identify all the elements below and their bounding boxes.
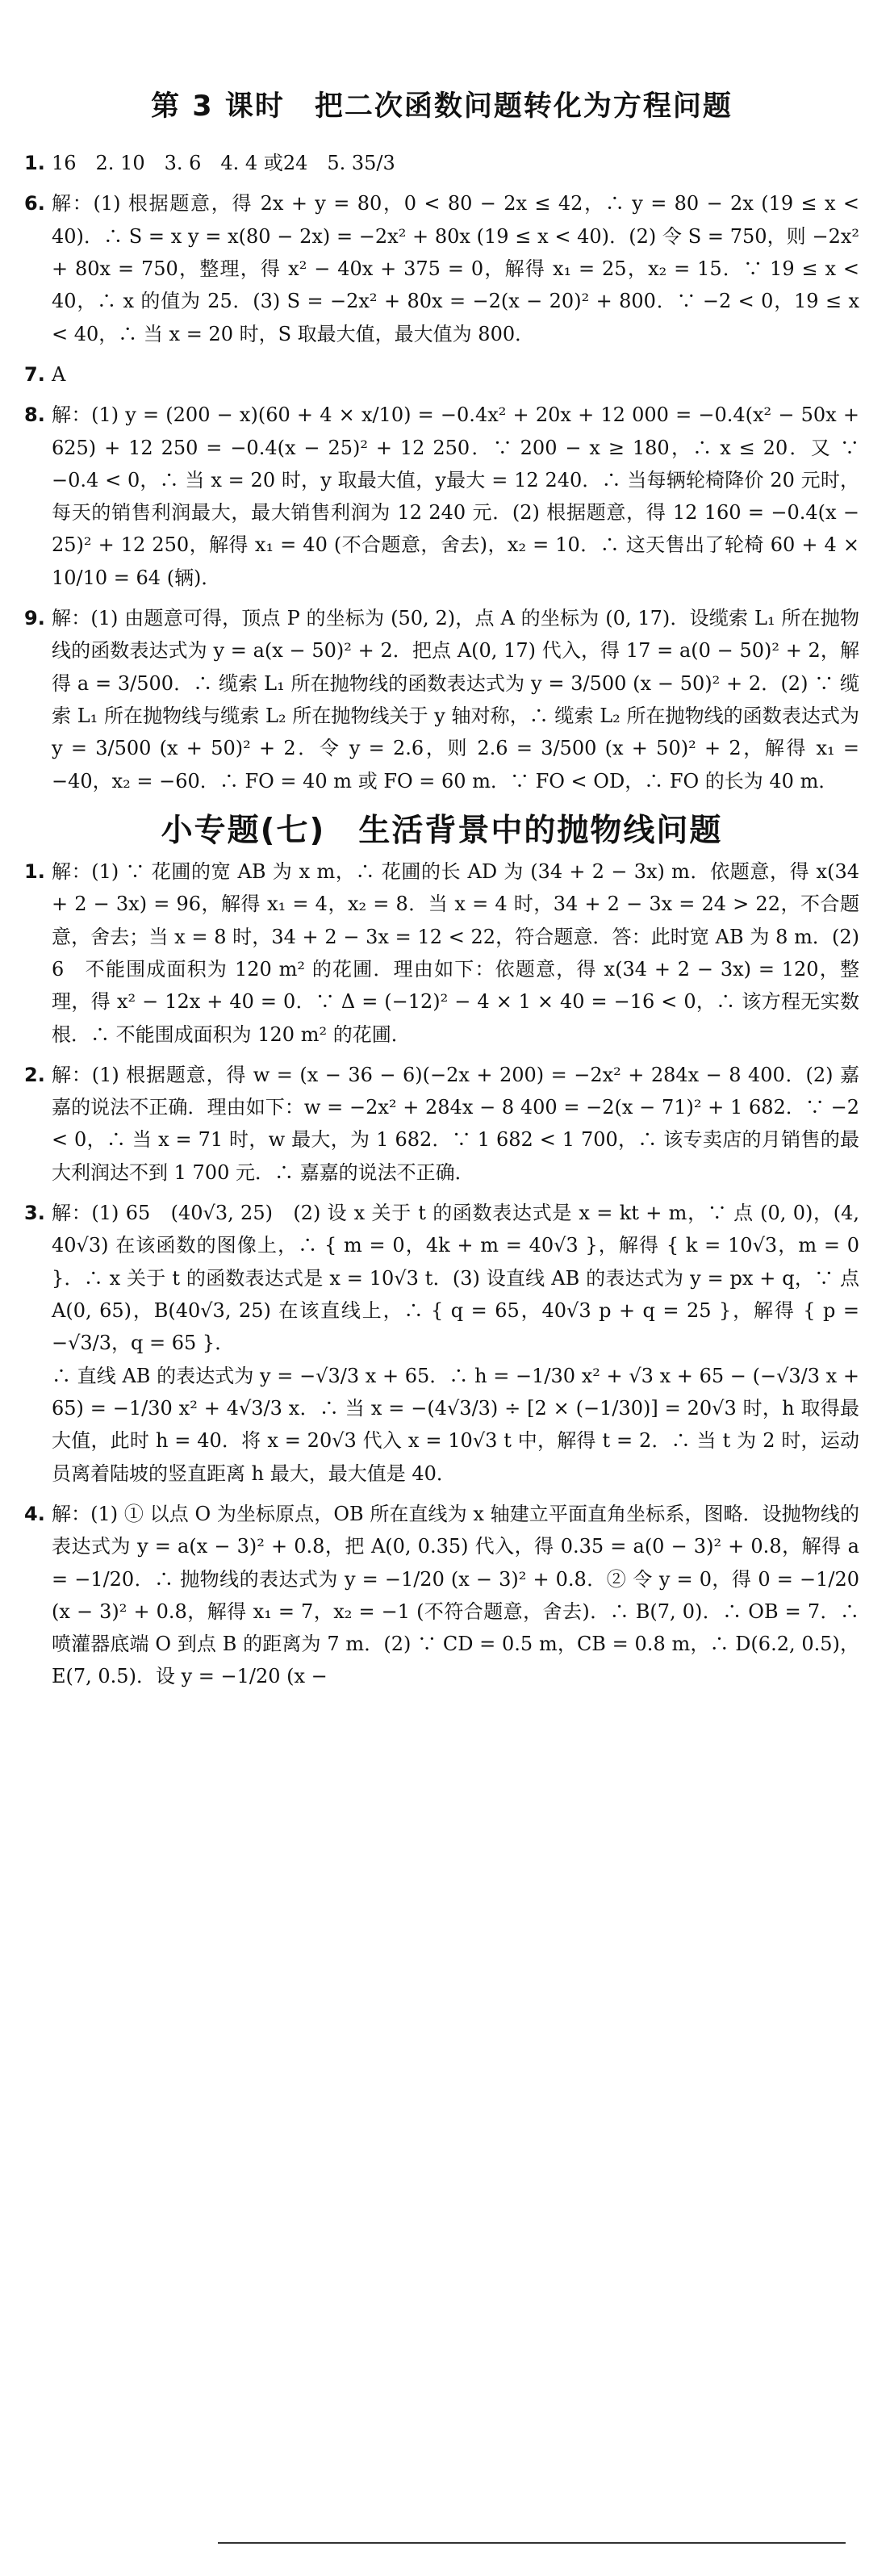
item-number: 6. (24, 192, 45, 215)
lesson-answers (24, 147, 859, 797)
bottom-rule (218, 2542, 846, 2544)
solution-paragraph: ∴ 直线 AB 的表达式为 y = −√3/3 x + 65．∴ h = −1/30 x² + √3 x + 65 − (−√3/3 x + 65) = −1/30 x² + 4√3/3 x．∴ 当 x = −(4√3/3) ÷ [2 × (−1/30)] = 20√3 时，h 取得最大值，此时 h = 40．将 x = 20√3 代入 x = 10√3 t 中，解得 t = 2．∴ 当 t 为 2 时，运动员离着陆坡的竖直距离 h 最大，最大值是 40． (52, 1364, 859, 1485)
solution-paragraph: 解：(1) ∵ 花圃的宽 AB 为 x m，∴ 花圃的长 AD 为 (34 + 2 − 3x) m．依题意，得 x(34 + 2 − 3x) = 96，解得 x₁ = 4，x₂ = 8．当 x = 4 时，34 + 2 − 3x = 24 > 22，不合题意，舍去；当 x = 8 时，34 + 2 − 3x = 12 < 22，符合题意．答：此时宽 AB 为 8 m．(2) 6 不能围成面积为 120 m² 的花圃．理由如下：依题意，得 x(34 + 2 − 3x) = 120，整理，得 x² − 12x + 40 = 0．∵ Δ = (−12)² − 4 × 1 × 40 = −16 < 0，∴ 该方程无实数根．∴ 不能围成面积为 120 m² 的花圃． (52, 859, 859, 1046)
item-number: 1. (24, 152, 45, 174)
solution-paragraph: 解：(1) 根据题意，得 w = (x − 36 − 6)(−2x + 200) = −2x² + 284x − 8 400．(2) 嘉嘉的说法不正确．理由如下：w = −2x² + 284x − 8 400 = −2(x − 71)² + 1 682．∵ −2 < 0，∴ 当 x = 71 时，w 最大，为 1 682．∵ 1 682 < 1 700，∴ 该专卖店的月销售的最大利润达不到 1 700 元．∴ 嘉嘉的说法不正确． (52, 1063, 859, 1184)
item-text (52, 147, 859, 179)
item-number: 4. (24, 1502, 45, 1525)
solution-paragraph: 解：(1) 根据题意，得 2x + y = 80，0 < 80 − 2x ≤ 42，∴ y = 80 − 2x (19 ≤ x < 40)．∴ S = x y = x(80 − 2x) = −2x² + 80x (19 ≤ x < 40)．(2) 令 S = 750，则 −2x² + 80x = 750，整理，得 x² − 40x + 375 = 0，解得 x₁ = 25，x₂ = 15．∵ 19 ≤ x < 40，∴ x 的值为 25．(3) S = −2x² + 80x = −2(x − 20)² + 800．∵ −2 < 0，19 ≤ x < 40，∴ 当 x = 20 时，S 取最大值，最大值为 800． (52, 192, 859, 345)
topic-answers (24, 855, 859, 1693)
answer-item (24, 187, 859, 350)
item-text (52, 399, 859, 594)
item-text (52, 602, 859, 797)
answer-item (24, 602, 859, 797)
item-text (52, 187, 859, 350)
solution-paragraph: 解：(1) ① 以点 O 为坐标原点，OB 所在直线为 x 轴建立平面直角坐标系，图略．设抛物线的表达式为 y = a(x − 3)² + 0.8，把 A(0, 0.35) 代入，得 0.35 = a(0 − 3)² + 0.8，解得 a = −1/20．∴ 抛物线的表达式为 y = −1/20 (x − 3)² + 0.8．② 令 y = 0，得 0 = −1/20 (x − 3)² + 0.8，解得 x₁ = 7，x₂ = −1 (不符合题意，舍去)．∴ B(7, 0)．∴ OB = 7．∴ 喷灌器底端 O 到点 B 的距离为 7 m．(2) ∵ CD = 0.5 m，CB = 0.8 m，∴ D(6.2, 0.5)，E(7, 0.5)．设 y = −1/20 (x − (52, 1502, 859, 1688)
answer-item (24, 399, 859, 594)
item-text (52, 855, 859, 1051)
answer-item (24, 1059, 859, 1189)
solution-paragraph: 解：(1) 65 (40√3, 25) (2) 设 x 关于 t 的函数表达式是 x = kt + m，∵ 点 (0, 0)，(4, 40√3) 在该函数的图像上，∴ { m = 0，4k + m = 40√3 }，解得 { k = 10√3，m = 0 }．∴ x 关于 t 的函数表达式是 x = 10√3 t．(3) 设直线 AB 的表达式为 y = px + q，∵ 点 A(0, 65)，B(40√3, 25) 在该直线上，∴ { q = 65，40√3 p + q = 25 }，解得 { p = −√3/3，q = 65 }． (52, 1202, 859, 1355)
item-number: 3. (24, 1202, 45, 1225)
item-text (52, 358, 859, 391)
item-text (52, 1498, 859, 1693)
item-number: 8. (24, 404, 45, 427)
answer-item (24, 855, 859, 1051)
item-number: 2. (24, 1063, 45, 1086)
item-number: 9. (24, 607, 45, 630)
topic-title: 小专题(七) 生活背景中的抛物线问题 (161, 812, 723, 849)
item-number: 1. (24, 859, 45, 883)
answer-item (24, 358, 859, 391)
item-number: 7. (24, 362, 45, 386)
item-text (52, 1059, 859, 1189)
answer-item (24, 147, 859, 179)
solution-paragraph: 解：(1) 由题意可得，顶点 P 的坐标为 (50, 2)，点 A 的坐标为 (0, 17)．设缆索 L₁ 所在抛物线的函数表达式为 y = a(x − 50)² + 2．把点 A(0, 17) 代入，得 17 = a(0 − 50)² + 2，解得 a = 3/500．∴ 缆索 L₁ 所在抛物线的函数表达式为 y = 3/500 (x − 50)² + 2．(2) ∵ 缆索 L₁ 所在抛物线与缆索 L₂ 所在抛物线关于 y 轴对称，∴ 缆索 L₂ 所在抛物线的函数表达式为 y = 3/500 (x + 50)² + 2．令 y = 2.6，则 2.6 = 3/500 (x + 50)² + 2，解得 x₁ = −40，x₂ = −60．∴ FO = 40 m 或 FO = 60 m．∵ FO < OD，∴ FO 的长为 40 m． (52, 607, 859, 792)
lesson-title: 第 3 课时 把二次函数问题转化为方程问题 (151, 90, 733, 123)
answer-item (24, 1197, 859, 1490)
answer-item (24, 1498, 859, 1693)
item-text (52, 1197, 859, 1490)
solution-paragraph: 解：(1) y = (200 − x)(60 + 4 × x/10) = −0.4x² + 20x + 12 000 = −0.4(x² − 50x + 625) + 12 250 = −0.4(x − 25)² + 12 250．∵ 200 − x ≥ 180，∴ x ≤ 20．又 ∵ −0.4 < 0，∴ 当 x = 20 时，y 取最大值，y最大 = 12 240．∴ 当每辆轮椅降价 20 元时，每天的销售利润最大，最大销售利润为 12 240 元．(2) 根据题意，得 12 160 = −0.4(x − 25)² + 12 250，解得 x₁ = 40 (不合题意，舍去)，x₂ = 10．∴ 这天售出了轮椅 60 + 4 × 10/10 = 64 (辆)． (52, 404, 859, 589)
solution-paragraph: 16 2. 10 3. 6 4. 4 或24 5. 35/3 (52, 152, 395, 174)
solution-paragraph: A (52, 362, 66, 386)
